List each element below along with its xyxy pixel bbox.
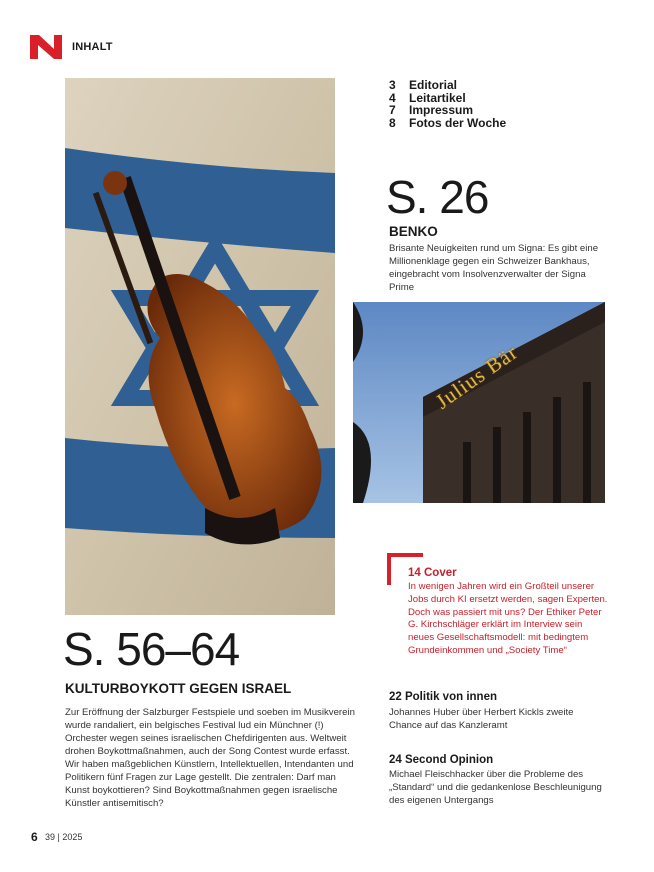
issue-number: 39 | 2025 bbox=[45, 832, 83, 842]
brand-logo-n-icon bbox=[30, 35, 66, 59]
toc-title: Editorial bbox=[409, 78, 458, 92]
toc-title: Impressum bbox=[409, 103, 474, 117]
kultur-heading[interactable]: KULTURBOYKOTT GEGEN ISRAEL bbox=[65, 681, 292, 696]
cover-heading[interactable]: 14 Cover bbox=[408, 567, 457, 579]
toc-item[interactable] bbox=[389, 117, 506, 130]
julius-baer-building-photo bbox=[353, 302, 605, 503]
kultur-page-ref: S. 56–64 bbox=[63, 623, 240, 675]
toc-page: 8 bbox=[389, 115, 396, 130]
cover-teaser: In wenigen Jahren wird ein Großteil unserer Jobs durch KI ersetzt werden, sagen Experten. Doch was passiert mit uns? Der Ethiker Peter G. Kirchschläger erklärt im Interview sein neues Gesellschaftsmodell: mit bedingtem Grundeinkommen und „Society Time“ bbox=[408, 581, 608, 656]
politik-heading[interactable]: 22 Politik von innen bbox=[389, 691, 497, 703]
toc-title: Leitartikel bbox=[409, 90, 466, 105]
benko-teaser: Brisante Neuigkeiten rund um Signa: Es gibt eine Millionenklage gegen ein Schweizer Bankhaus, eingebracht vom Insolvenzverwalter der Signa Prime bbox=[389, 243, 599, 293]
toc-item[interactable] bbox=[389, 104, 506, 117]
second-opinion-teaser: Michael Fleischhacker über die Probleme des „Standard“ und die gedankenlose Beschleunigung des eigenen Untergangs bbox=[389, 769, 602, 806]
toc-page: 3 bbox=[389, 78, 396, 92]
toc-list bbox=[389, 79, 506, 129]
kultur-teaser: Zur Eröffnung der Salzburger Festspiele und soeben im Musikverein wurde randaliert, ein belgisches Festival lud ein Münchner (!) Orchester wegen seines israelischen Chefdirigenten aus. Weltweit drohen Boykottmaßnahmen, auch der Song Contest wurde erfasst. Wir haben maßgeblichen Künstlern, Intellektuellen, Intendanten und Politikern fünf Fragen zur Lage gestellt. Die zentralen: Darf man Kunst boykottieren? Sind Boykottmaßnahmen gegen israelische Künstler antisemitisch? bbox=[65, 707, 355, 809]
toc-item[interactable] bbox=[389, 79, 506, 92]
section-title: INHALT bbox=[72, 41, 113, 53]
benko-page-ref: S. 26 bbox=[386, 171, 489, 223]
julius-baer-sign: Julius Bär bbox=[431, 339, 523, 414]
violin-flag-photo bbox=[65, 78, 335, 615]
second-opinion-heading[interactable]: 24 Second Opinion bbox=[389, 754, 494, 766]
politik-teaser: Johannes Huber über Herbert Kickls zweite Chance auf das Kanzleramt bbox=[389, 707, 574, 731]
toc-title: Fotos der Woche bbox=[409, 115, 507, 130]
toc-page: 7 bbox=[389, 103, 396, 117]
toc-page: 4 bbox=[389, 90, 396, 105]
benko-heading[interactable]: BENKO bbox=[389, 224, 438, 239]
page-number: 6 bbox=[31, 830, 38, 844]
